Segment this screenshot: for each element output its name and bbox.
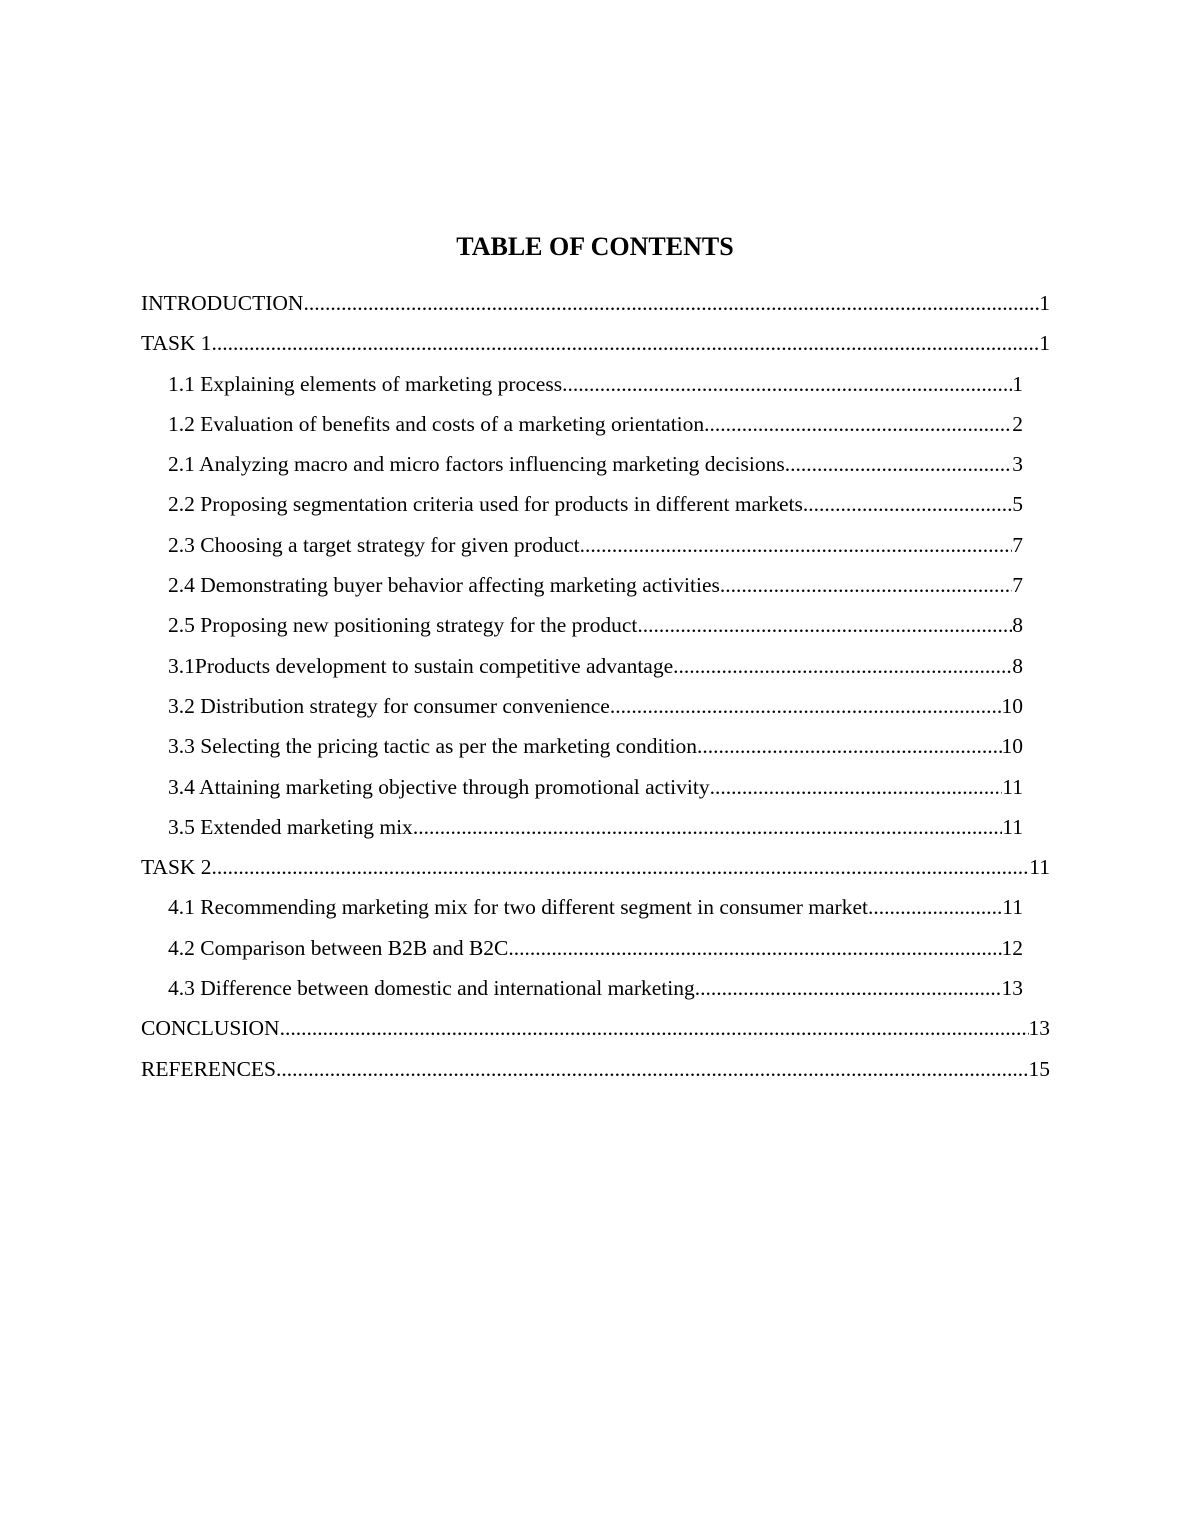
toc-entry[interactable] — [0, 812, 1190, 852]
toc-entry-label: INTRODUCTION — [141, 291, 304, 315]
toc-entry[interactable] — [0, 691, 1190, 731]
toc-page-number: 8 — [1012, 653, 1023, 678]
toc-page-number: 1 — [1012, 371, 1023, 396]
toc-entry-label: 2.1 Analyzing macro and micro factors influencing marketing decisions — [168, 452, 785, 477]
toc-dot-leader — [695, 973, 1002, 1003]
toc-page-number: 11 — [1002, 895, 1023, 920]
toc-entry-label: 4.3 Difference between domestic and international marketing — [168, 976, 695, 1001]
toc-dot-leader — [303, 288, 1039, 318]
toc-entry-label: TASK 1 — [141, 331, 212, 356]
toc-dot-leader — [697, 731, 1002, 761]
toc-entry-label: 4.2 Comparison between B2B and B2C — [168, 935, 509, 960]
toc-page-number: 1 — [1039, 291, 1050, 315]
toc-dot-leader — [280, 1013, 1029, 1043]
toc-entry-label: 1.1 Explaining elements of marketing process — [168, 371, 563, 396]
toc-entry[interactable] — [0, 570, 1190, 610]
toc-dot-leader — [704, 409, 1012, 439]
toc-entry[interactable] — [0, 610, 1190, 650]
toc-entry[interactable] — [0, 369, 1190, 409]
toc-page-number: 10 — [1001, 734, 1023, 759]
toc-entry[interactable] — [0, 489, 1190, 529]
toc-title: TABLE OF CONTENTS — [456, 232, 734, 261]
toc-page-number: 10 — [1001, 693, 1023, 718]
toc-page-number: 11 — [1002, 774, 1023, 799]
toc-entry[interactable] — [0, 1054, 1190, 1094]
toc-entry-label: 1.2 Evaluation of benefits and costs of a marketing orientation — [168, 411, 705, 436]
toc-page-number: 1 — [1039, 331, 1050, 356]
toc-entry[interactable] — [0, 288, 1190, 328]
toc-page-number: 7 — [1012, 573, 1023, 598]
toc-dot-leader — [413, 812, 1002, 842]
toc-entry-label: REFERENCES — [141, 1056, 276, 1081]
toc-entry[interactable] — [0, 328, 1190, 368]
toc-page-number: 12 — [1001, 935, 1023, 960]
toc-page-number: 13 — [1001, 976, 1023, 1001]
toc-entry[interactable] — [0, 973, 1190, 1013]
toc-entry-label: 3.4 Attaining marketing objective through promotional activity — [168, 774, 710, 799]
toc-dot-leader — [785, 449, 1013, 479]
toc-entry-label: 2.5 Proposing new positioning strategy for the product — [168, 613, 638, 638]
toc-entry[interactable] — [0, 772, 1190, 812]
toc-entry[interactable] — [0, 449, 1190, 489]
toc-dot-leader — [562, 369, 1012, 399]
toc-entry-label: 3.5 Extended marketing mix — [168, 814, 413, 839]
toc-list — [0, 288, 1190, 1094]
toc-entry[interactable] — [0, 651, 1190, 691]
toc-page-number: 7 — [1012, 532, 1023, 557]
toc-entry[interactable] — [0, 530, 1190, 570]
toc-page-number: 5 — [1012, 492, 1023, 517]
toc-page-number: 11 — [1002, 814, 1023, 839]
toc-entry-label: 3.3 Selecting the pricing tactic as per the marketing condition — [168, 734, 697, 759]
toc-entry-label: 2.2 Proposing segmentation criteria used for products in different markets — [168, 492, 803, 517]
toc-entry-label: TASK 2 — [141, 855, 212, 880]
toc-entry-label: 2.3 Choosing a target strategy for given product — [168, 532, 580, 557]
toc-entry[interactable] — [0, 933, 1190, 973]
toc-entry[interactable] — [0, 731, 1190, 771]
toc-page-number: 3 — [1012, 452, 1023, 477]
toc-dot-leader — [637, 610, 1012, 640]
toc-dot-leader — [212, 852, 1030, 882]
toc-dot-leader — [803, 489, 1012, 519]
toc-entry-label: 4.1 Recommending marketing mix for two different segment in consumer market — [168, 895, 868, 920]
toc-dot-leader — [212, 328, 1040, 358]
toc-dot-leader — [610, 691, 1002, 721]
toc-dot-leader — [720, 570, 1012, 600]
toc-dot-leader — [673, 651, 1012, 681]
toc-entry[interactable] — [0, 852, 1190, 892]
toc-dot-leader — [868, 892, 1002, 922]
toc-page-number: 8 — [1012, 613, 1023, 638]
toc-entry-label: 2.4 Demonstrating buyer behavior affecting marketing activities — [168, 573, 720, 598]
toc-dot-leader — [580, 530, 1013, 560]
toc-entry-label: CONCLUSION — [141, 1016, 280, 1041]
toc-page-number: 11 — [1029, 855, 1050, 880]
toc-entry[interactable] — [0, 409, 1190, 449]
toc-page-number: 2 — [1012, 411, 1023, 436]
toc-page-number: 13 — [1028, 1016, 1050, 1041]
toc-page-number: 15 — [1028, 1056, 1050, 1081]
toc-dot-leader — [276, 1054, 1029, 1084]
toc-entry-label: 3.1Products development to sustain competitive advantage — [168, 653, 674, 678]
toc-entry[interactable] — [0, 1013, 1190, 1053]
toc-entry-label: 3.2 Distribution strategy for consumer convenience — [168, 693, 610, 718]
toc-dot-leader — [710, 772, 1003, 802]
toc-entry[interactable] — [0, 892, 1190, 932]
toc-dot-leader — [508, 933, 1001, 963]
